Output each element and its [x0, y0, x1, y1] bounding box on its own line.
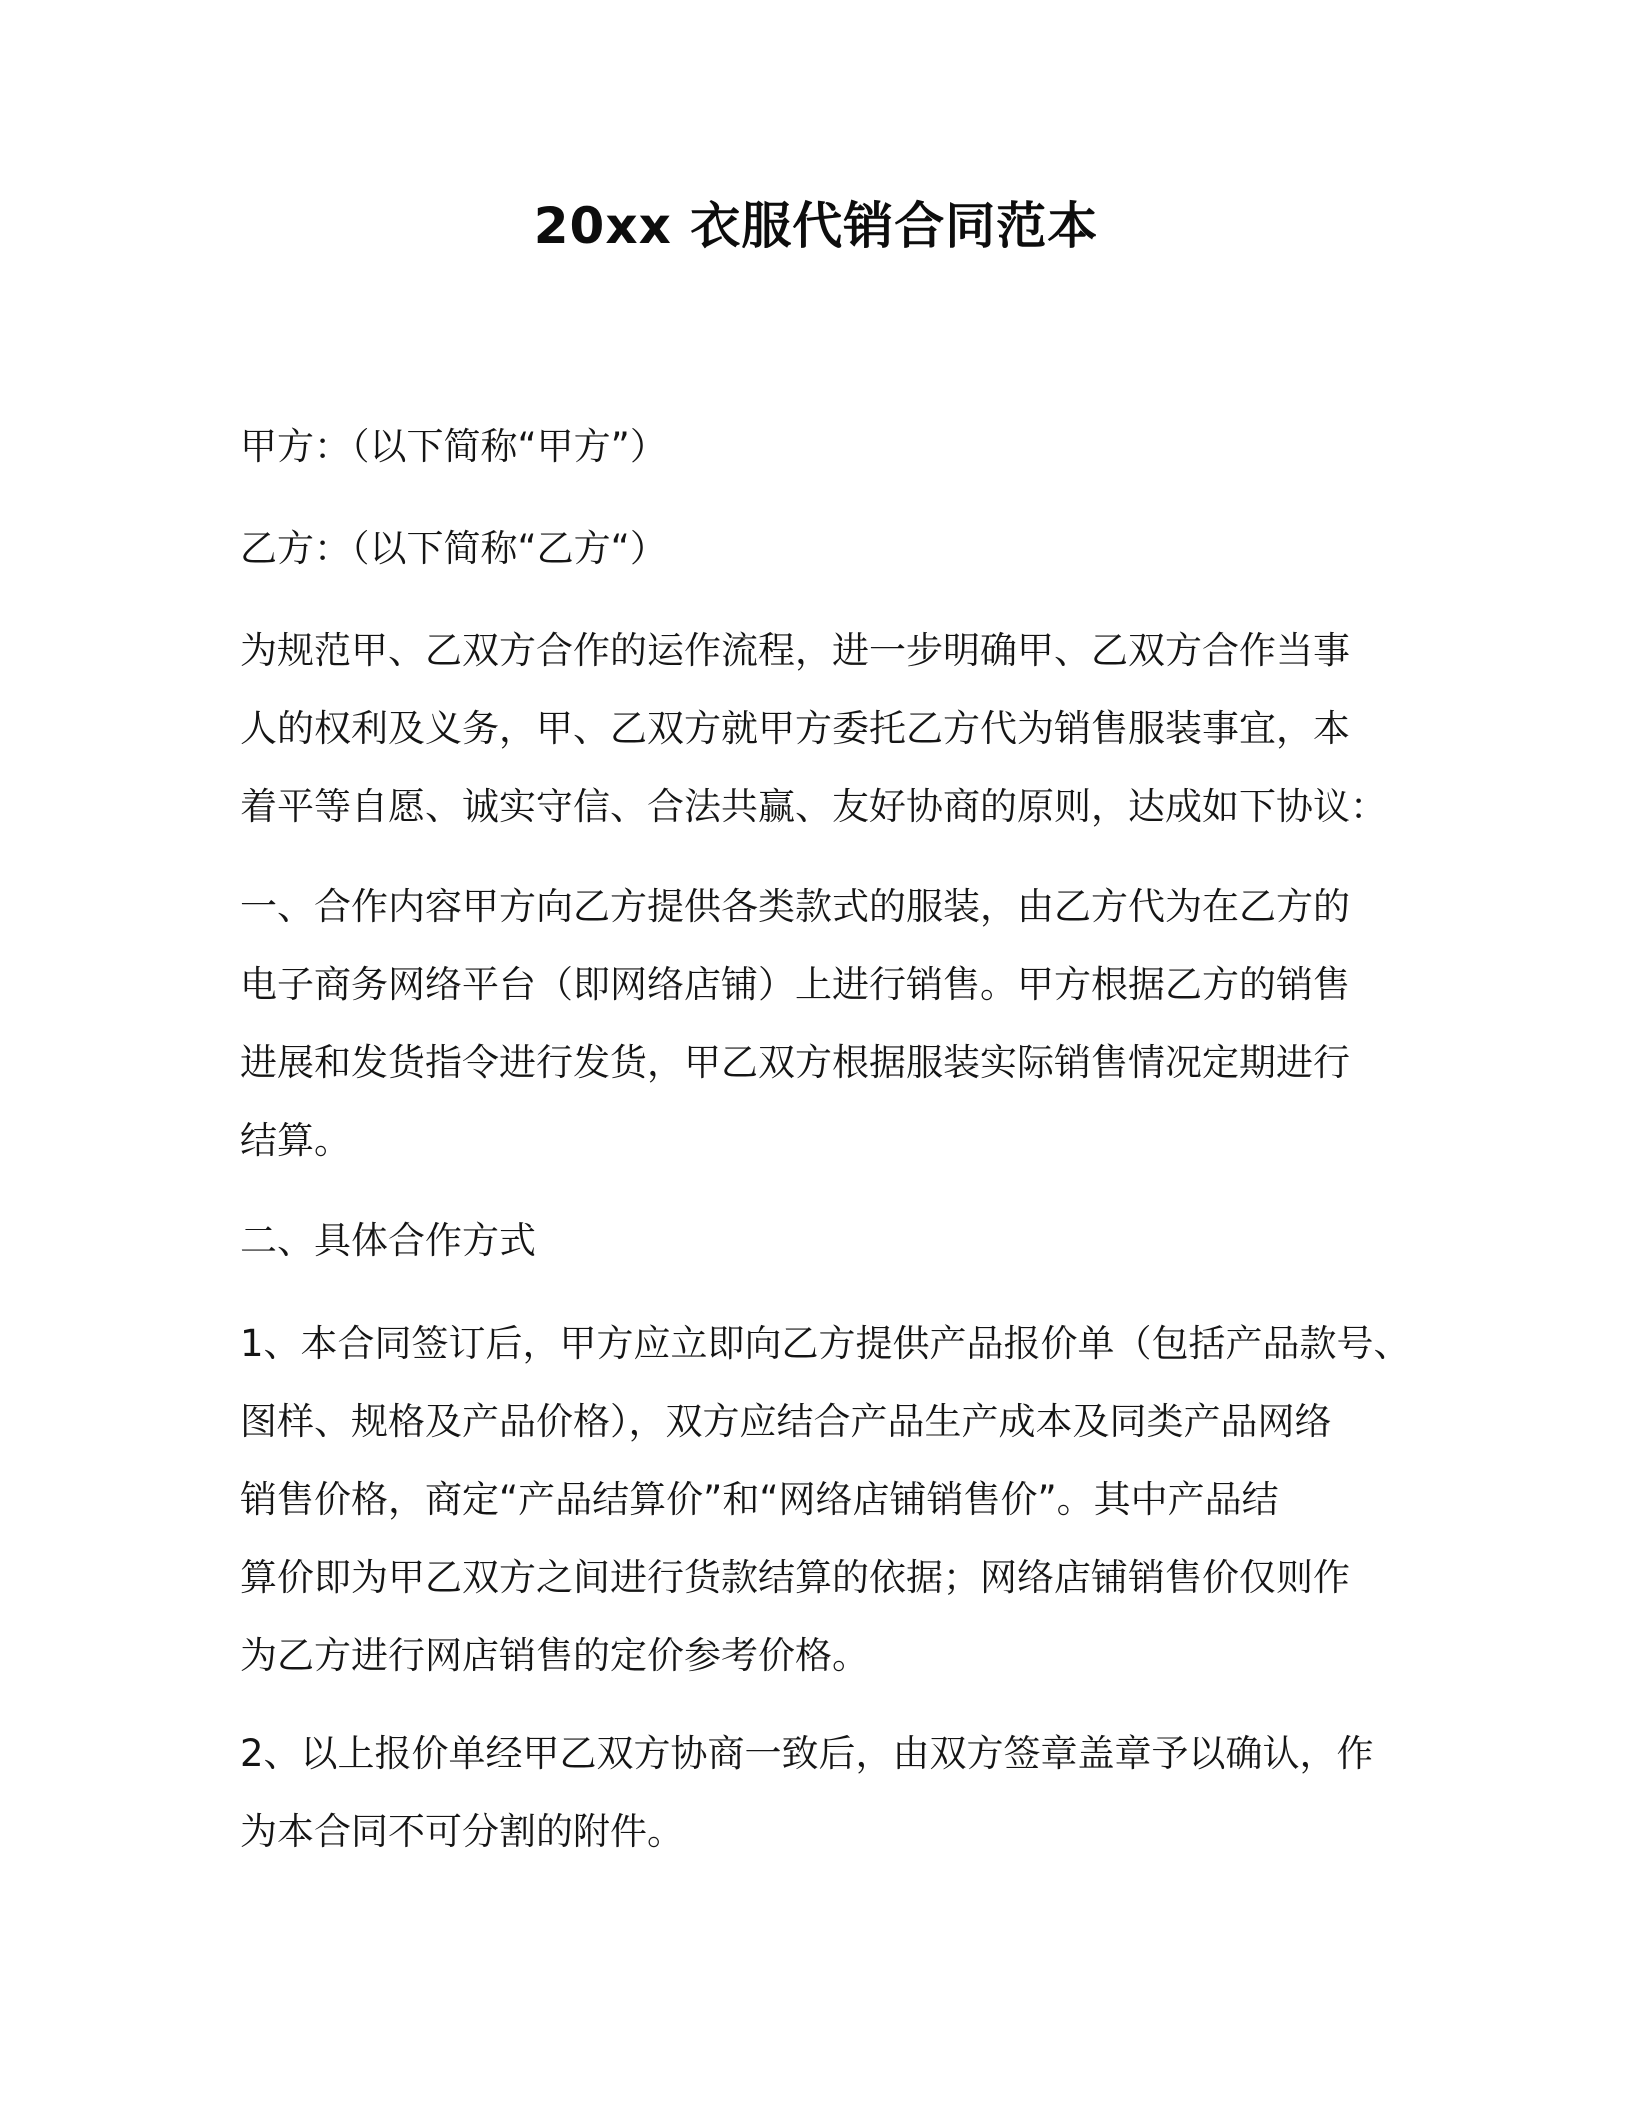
section-1-line: 电子商务网络平台（即网络店铺）上进行销售。甲方根据乙方的销售 — [240, 963, 1350, 1006]
clause-1-paragraph — [240, 1305, 1411, 1695]
clause-1-line: 1、本合同签订后，甲方应立即向乙方提供产品报价单（包括产品款号、 — [240, 1322, 1411, 1365]
clause-1-line: 销售价格，商定“产品结算价”和“网络店铺销售价”。其中产品结 — [240, 1478, 1279, 1521]
preamble-line: 为规范甲、乙双方合作的运作流程，进一步明确甲、乙双方合作当事 — [240, 629, 1350, 672]
section-1-line: 进展和发货指令进行发货，甲乙双方根据服装实际销售情况定期进行 — [240, 1041, 1350, 1084]
preamble-paragraph — [240, 612, 1390, 846]
clause-2-line: 为本合同不可分割的附件。 — [240, 1810, 684, 1853]
party-b-line — [240, 510, 1390, 588]
section-1-line: 结算。 — [240, 1119, 351, 1162]
section-1-line: 一、合作内容甲方向乙方提供各类款式的服装，由乙方代为在乙方的 — [240, 885, 1350, 928]
party-a-text: 甲方：（以下简称“甲方”） — [240, 425, 667, 468]
section-1-paragraph — [240, 868, 1390, 1180]
section-2-heading-text: 二、具体合作方式 — [240, 1219, 536, 1262]
preamble-line: 人的权利及义务，甲、乙双方就甲方委托乙方代为销售服装事宜，本 — [240, 707, 1350, 750]
party-a-line — [240, 408, 1390, 486]
clause-1-line: 为乙方进行网店销售的定价参考价格。 — [240, 1634, 869, 1677]
section-2-heading — [240, 1202, 1390, 1280]
clause-1-line: 图样、规格及产品价格），双方应结合产品生产成本及同类产品网络 — [240, 1400, 1332, 1443]
clause-2-line: 2、以上报价单经甲乙双方协商一致后，由双方签章盖章予以确认，作 — [240, 1732, 1374, 1775]
party-b-text: 乙方：（以下简称“乙方“） — [240, 527, 667, 570]
clause-2-paragraph — [240, 1715, 1390, 1871]
preamble-line: 着平等自愿、诚实守信、合法共赢、友好协商的原则，达成如下协议： — [240, 785, 1387, 828]
clause-1-line: 算价即为甲乙双方之间进行货款结算的依据；网络店铺销售价仅则作 — [240, 1556, 1350, 1599]
document-title: 20xx 衣服代销合同范本 — [533, 197, 1099, 255]
